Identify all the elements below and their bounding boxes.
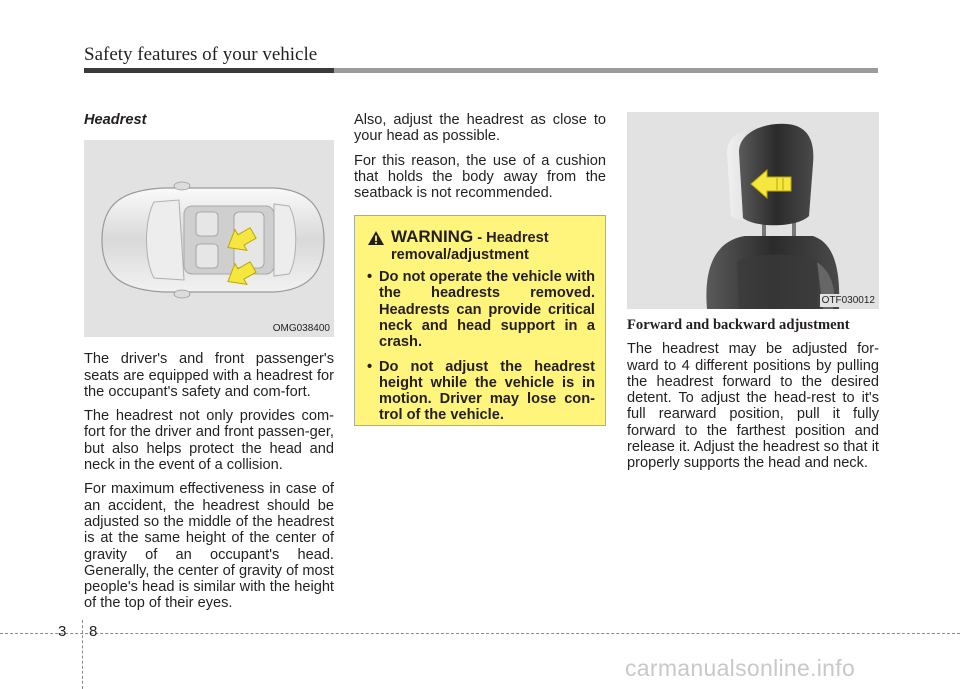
warning-header	[365, 228, 595, 263]
warning-title: WARNING	[391, 227, 474, 247]
list-item: • Do not operate the vehicle with the headrests removed. Headrests can provide critical neck and head support in a crash.	[365, 269, 595, 350]
header-rule-accent	[84, 68, 334, 73]
column-right	[627, 112, 879, 480]
section-heading-headrest: Headrest	[84, 112, 147, 128]
paragraph: The headrest may be adjusted for-ward to 4 different positions by pulling the headrest forward to the desired detent. To adjust the head-rest to it's full rearward position, pull it fully forward to the farthest position and release it. Adjust the headrest so that it properly supports the head and neck.	[627, 341, 879, 472]
paragraph: For maximum effectiveness in case of an accident, the headrest should be adjusted so the middle of the headrest is at the same height of the center of gravity of an occupant's head. Generally, the center of gravity of most people's head is similar with the height of the top of their eyes.	[84, 481, 334, 612]
paragraph: The headrest not only provides com-fort for the driver and front passen-ger, but also helps protect the head and neck in the event of a collision.	[84, 408, 334, 474]
column-left	[84, 112, 334, 620]
chapter-number: 3	[58, 623, 67, 640]
warning-box	[354, 215, 606, 426]
headrest-seat-illustration	[627, 112, 879, 309]
list-item: • Do not adjust the headrest height while the vehicle is in motion. Driver may lose con-trol of the vehicle.	[365, 359, 595, 424]
figure-code: OTF030012	[821, 295, 875, 306]
footer-divider	[82, 620, 83, 689]
footer-rule	[0, 633, 960, 634]
car-top-view-drawing	[84, 140, 334, 337]
car-top-view-illustration	[84, 140, 334, 337]
page-header-title: Safety features of your vehicle	[84, 44, 318, 65]
paragraph: Also, adjust the headrest as close to your head as possible.	[354, 112, 606, 145]
paragraph: For this reason, the use of a cushion that holds the body away from the seatback is not recommended.	[354, 152, 606, 202]
warning-subtitle: - Headrest removal/adjustment	[391, 230, 549, 263]
warning-triangle-icon	[367, 230, 385, 246]
warning-list	[365, 269, 595, 424]
figure-code: OMG038400	[272, 323, 330, 335]
header-rule	[84, 68, 878, 73]
column-middle	[354, 112, 606, 426]
page-number: 8	[89, 623, 98, 640]
paragraph: The driver's and front passenger's seats are equipped with a headrest for the occupant's safety and com-fort.	[84, 351, 334, 400]
watermark: carmanualsonline.info	[625, 655, 856, 681]
subheading-forward-backward: Forward and backward adjustment	[627, 317, 850, 333]
seat-headrest-drawing	[627, 112, 879, 309]
